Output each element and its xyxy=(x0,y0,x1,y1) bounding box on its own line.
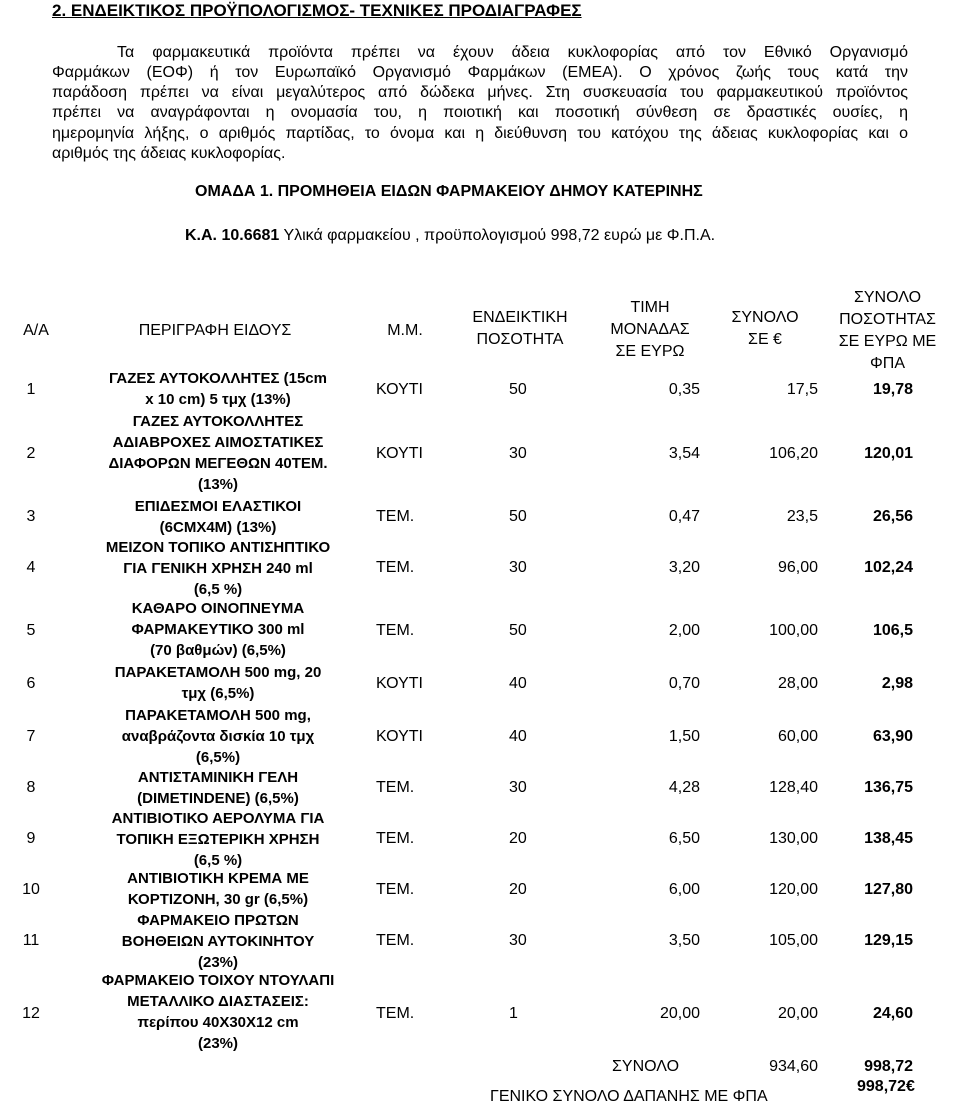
paragraph-line: πρέπει να αναγράφονται η ονομασία του, η ποιοτική και ποσοτική σύνθεση σε δραστικές ουσίες, η xyxy=(52,104,908,121)
item-unit-price: 0,47 xyxy=(668,508,700,525)
paragraph-line: αριθμός της άδειας κυκλοφορίας. xyxy=(52,145,286,162)
item-unit-price: 3,50 xyxy=(668,931,700,949)
item-total: 96,00 xyxy=(777,559,818,576)
description-line: (23%) xyxy=(197,1035,238,1052)
item-quantity: 1 xyxy=(509,1005,518,1022)
grand-total-value: 998,72€ xyxy=(857,1078,915,1095)
item-total: 17,5 xyxy=(786,381,818,398)
item-unit: ΤΕΜ. xyxy=(376,559,415,576)
item-total: 20,00 xyxy=(777,1005,818,1022)
sum-label: ΣΥΝΟΛΟ xyxy=(612,1058,680,1075)
item-unit-price: 6,00 xyxy=(668,880,700,898)
description-line: (6,5 %) xyxy=(193,581,243,598)
description-line: ΔΙΑΦΟΡΩΝ ΜΕΓΕΘΩΝ 40ΤΕΜ. xyxy=(108,455,328,472)
item-total: 106,20 xyxy=(769,445,818,462)
item-total-vat: 136,75 xyxy=(864,779,913,796)
description-line: ΑΝΤΙΣΤΑΜΙΝΙΚΗ ΓΕΛΗ xyxy=(137,769,299,786)
row-number: 6 xyxy=(26,675,36,692)
item-total-vat: 19,78 xyxy=(872,381,913,398)
item-total: 128,40 xyxy=(769,779,818,796)
description-line: ΠΑΡΑΚΕΤΑΜΟΛΗ 500 mg, xyxy=(125,707,311,724)
item-unit: ΤΕΜ. xyxy=(376,508,415,525)
item-total: 120,00 xyxy=(769,880,818,898)
sum-total: 934,60 xyxy=(769,1058,818,1075)
description-line: ΒΟΗΘΕΙΩΝ ΑΥΤΟΚΙΝΗΤΟΥ xyxy=(121,933,315,950)
item-description xyxy=(62,537,374,600)
item-unit-price: 1,50 xyxy=(668,728,700,745)
budget-code: Κ.Α. 10.6681 xyxy=(185,227,280,244)
row-number: 2 xyxy=(26,445,36,462)
item-quantity: 50 xyxy=(509,621,527,639)
item-total-vat: 63,90 xyxy=(872,728,913,745)
item-unit: ΚΟΥΤΙ xyxy=(376,675,423,692)
row-number: 7 xyxy=(26,728,36,745)
paragraph-line: Φαρμάκων (ΕΟΦ) ή τον Ευρωπαϊκό Οργανισμό Φαρμάκων (ΕΜΕΑ). Ο χρόνος ζωής τους κατά την xyxy=(52,64,908,81)
item-unit: ΚΟΥΤΙ xyxy=(376,445,423,462)
item-unit-price: 0,70 xyxy=(668,675,700,692)
item-description xyxy=(62,808,374,871)
item-total-vat: 102,24 xyxy=(864,559,913,576)
description-line: ΑΝΤΙΒΙΟΤΙΚΟ ΑΕΡΟΛΥΜΑ ΓΙΑ xyxy=(111,810,325,827)
item-description xyxy=(62,368,374,410)
description-line: ΓΑΖΕΣ ΑΥΤΟΚΟΛΛΗΤΕΣ (15cm xyxy=(109,370,327,387)
row-number: 11 xyxy=(22,931,40,949)
paragraph-line: παράδοση πρέπει να είναι μεγαλύτερος από δώδεκα μήνες. Στη συσκευασία του φαρμακευτικού προϊόντος xyxy=(52,84,908,101)
description-line: ΑΔΙΑΒΡΟΧΕΣ ΑΙΜΟΣΤΑΤΙΚΕΣ xyxy=(112,434,324,451)
item-unit-price: 3,54 xyxy=(668,445,700,462)
description-line: ΕΠΙΔΕΣΜΟΙ ΕΛΑΣΤΙΚΟΙ xyxy=(134,498,302,515)
item-total-vat: 2,98 xyxy=(881,675,913,692)
item-total: 130,00 xyxy=(769,830,818,847)
item-quantity: 20 xyxy=(509,880,527,898)
row-number: 4 xyxy=(26,559,36,576)
row-number: 1 xyxy=(26,381,36,398)
item-total-vat: 127,80 xyxy=(864,880,913,898)
item-unit-price: 2,00 xyxy=(668,621,700,639)
description-line: τμχ (6,5%) xyxy=(181,685,255,702)
item-unit: ΚΟΥΤΙ xyxy=(376,381,423,398)
item-quantity: 20 xyxy=(509,830,527,847)
paragraph-line: Τα φαρμακευτικά προϊόντα πρέπει να έχουν άδεια κυκλοφορίας από τον Εθνικό Οργανισμό xyxy=(117,44,908,61)
item-quantity: 30 xyxy=(509,559,527,576)
item-total: 23,5 xyxy=(786,508,818,525)
item-unit-price: 6,50 xyxy=(668,830,700,847)
item-description xyxy=(62,411,374,495)
item-total: 28,00 xyxy=(777,675,818,692)
item-total-vat: 120,01 xyxy=(864,445,913,462)
item-description xyxy=(62,910,374,973)
item-unit: ΤΕΜ. xyxy=(376,1005,415,1022)
description-line: ΜΕΤΑΛΛΙΚΟ ΔΙΑΣΤΑΣΕΙΣ: xyxy=(127,993,309,1010)
description-line: ΦΑΡΜΑΚΕΥΤΙΚΟ 300 ml xyxy=(131,621,305,638)
row-number: 10 xyxy=(22,880,40,898)
description-line: ΑΝΤΙΒΙΟΤΙΚΗ ΚΡΕΜΑ ΜΕ xyxy=(127,870,309,887)
item-unit-price: 4,28 xyxy=(668,779,700,796)
budget-description: Υλικά φαρμακείου , προϋπολογισμού 998,72 ευρώ με Φ.Π.Α. xyxy=(279,227,716,244)
item-description xyxy=(62,496,374,538)
header-aa: Α/Α xyxy=(23,322,49,339)
row-number: 5 xyxy=(26,621,36,639)
description-line: περίπου 40Χ30Χ12 cm xyxy=(137,1014,299,1031)
item-quantity: 30 xyxy=(509,931,527,949)
item-total-vat: 138,45 xyxy=(864,830,913,847)
description-line: ΚΑΘΑΡΟ ΟΙΝΟΠΝΕΥΜΑ xyxy=(131,600,305,617)
description-line: αναβράζοντα δισκία 10 τμχ xyxy=(121,728,315,745)
item-total-vat: 24,60 xyxy=(872,1005,913,1022)
budget-code-line xyxy=(185,227,715,245)
item-unit: ΤΕΜ. xyxy=(376,621,415,639)
item-unit: ΤΕΜ. xyxy=(376,880,415,898)
description-line: ΚΟΡΤΙΖΟΝΗ, 30 gr (6,5%) xyxy=(127,891,309,908)
item-unit: ΤΕΜ. xyxy=(376,830,415,847)
item-total: 100,00 xyxy=(769,621,818,639)
description-line: (6,5%) xyxy=(195,749,241,766)
item-quantity: 50 xyxy=(509,508,527,525)
header-total-vat: ΣΥΝΟΛΟ ΠΟΣΟΤΗΤΑΣ ΣΕ ΕΥΡΩ ΜΕ ΦΠΑ xyxy=(838,289,937,372)
description-line: (23%) xyxy=(197,954,238,971)
item-description xyxy=(62,970,374,1054)
item-description xyxy=(62,868,374,910)
item-unit-price: 3,20 xyxy=(668,559,700,576)
item-quantity: 40 xyxy=(509,675,527,692)
item-unit: ΤΕΜ. xyxy=(376,779,415,796)
header-quantity: ΕΝΔΕΙΚΤΙΚΗ ΠΟΣΟΤΗΤΑ xyxy=(472,309,568,348)
item-description xyxy=(62,662,374,704)
item-description xyxy=(62,705,374,768)
group-heading: ΟΜΑΔΑ 1. ΠΡΟΜΗΘΕΙΑ ΕΙΔΩΝ ΦΑΡΜΑΚΕΙΟΥ ΔΗΜΟΥ ΚΑΤΕΡΙΝΗΣ xyxy=(195,183,703,200)
description-line: x 10 cm) 5 τμχ (13%) xyxy=(145,391,291,408)
item-quantity: 30 xyxy=(509,445,527,462)
description-line: ΦΑΡΜΑΚΕΙΟ ΤΟΙΧΟΥ ΝΤΟΥΛΑΠΙ xyxy=(101,972,335,989)
item-total-vat: 129,15 xyxy=(864,931,913,949)
item-total-vat: 26,56 xyxy=(872,508,913,525)
description-line: ΜΕΙΖΟΝ ΤΟΠΙΚΟ ΑΝΤΙΣΗΠΤΙΚΟ xyxy=(105,539,331,556)
description-line: ΓΙΑ ΓΕΝΙΚΗ ΧΡΗΣΗ 240 ml xyxy=(123,560,313,577)
description-line: ΤΟΠΙΚΗ ΕΞΩΤΕΡΙΚΗ ΧΡΗΣΗ xyxy=(116,831,320,848)
item-unit: ΤΕΜ. xyxy=(376,931,415,949)
description-line: (6,5 %) xyxy=(193,852,243,869)
header-description: ΠΕΡΙΓΡΑΦΗ ΕΙΔΟΥΣ xyxy=(138,322,292,339)
item-description xyxy=(62,598,374,661)
item-description xyxy=(62,767,374,809)
item-total: 60,00 xyxy=(777,728,818,745)
item-quantity: 40 xyxy=(509,728,527,745)
item-unit-price: 0,35 xyxy=(668,381,700,398)
description-line: (13%) xyxy=(197,476,238,493)
description-line: (70 βαθμών) (6,5%) xyxy=(150,642,286,659)
item-quantity: 30 xyxy=(509,779,527,796)
description-line: ΠΑΡΑΚΕΤΑΜΟΛΗ 500 mg, 20 xyxy=(114,664,322,681)
row-number: 9 xyxy=(26,830,36,847)
row-number: 12 xyxy=(22,1005,40,1022)
row-number: 3 xyxy=(26,508,36,525)
item-unit: ΚΟΥΤΙ xyxy=(376,728,423,745)
header-total: ΣΥΝΟΛΟ ΣΕ € xyxy=(731,309,799,348)
header-unit-price: ΤΙΜΗ ΜΟΝΑΔΑΣ ΣΕ ΕΥΡΩ xyxy=(610,299,690,360)
item-quantity: 50 xyxy=(509,381,527,398)
grand-total-label: ΓΕΝΙΚΟ ΣΥΝΟΛΟ ΔΑΠΑΝΗΣ ΜΕ ΦΠΑ xyxy=(490,1088,768,1105)
description-line: ΓΑΖΕΣ ΑΥΤΟΚΟΛΛΗΤΕΣ xyxy=(132,413,304,430)
description-line: (DIMETINDENE) (6,5%) xyxy=(137,790,299,807)
item-total: 105,00 xyxy=(769,931,818,949)
description-line: ΦΑΡΜΑΚΕΙΟ ΠΡΩΤΩΝ xyxy=(137,912,299,929)
row-number: 8 xyxy=(26,779,36,796)
document-title: 2. ΕΝΔΕΙΚΤΙΚΟΣ ΠΡΟΫΠΟΛΟΓΙΣΜΟΣ- ΤΕΧΝΙΚΕΣ ΠΡΟΔΙΑΓΡΑΦΕΣ xyxy=(52,1,582,20)
sum-total-vat: 998,72 xyxy=(864,1058,913,1075)
header-unit: Μ.Μ. xyxy=(387,322,423,339)
item-total-vat: 106,5 xyxy=(872,621,913,639)
description-line: (6CMX4M) (13%) xyxy=(159,519,277,536)
paragraph-line: ημερομηνία λήξης, ο αριθμός παρτίδας, το όνομα και η διεύθυνση του κατόχου της άδειας κυκλοφορίας και ο xyxy=(52,125,908,142)
item-unit-price: 20,00 xyxy=(659,1005,700,1022)
